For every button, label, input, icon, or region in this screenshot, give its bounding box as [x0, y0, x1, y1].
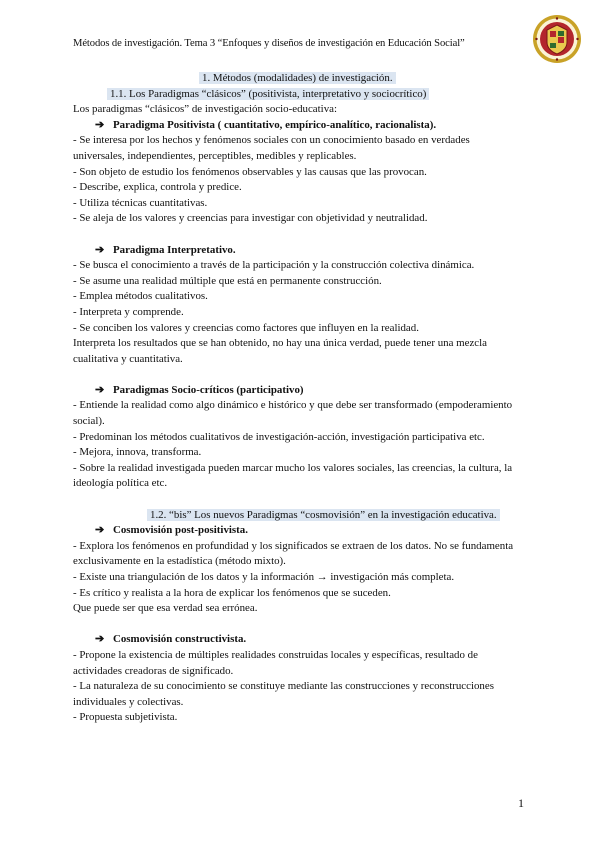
running-header: Métodos de investigación. Tema 3 “Enfoques y diseños de investigación en Educación Social” — [73, 38, 465, 49]
document-body — [73, 71, 521, 726]
paragraph: - Explora los fenómenos en profundidad y los significados se extraen de los datos. No se fundamenta exclusivamente en la estadística (método mixto). — [73, 539, 514, 568]
paragraph: - Propone la existencia de múltiples realidades construidas locales y específicas, resultado de actividades creadoras de significado. — [73, 648, 478, 677]
paragraph: - Se interesa por los hechos y fenómenos sociales con un conocimiento basado en verdades universales, independientes, perceptibles, medibles y replicables. — [73, 134, 470, 162]
section-heading-1-2: 1.2. “bis” Los nuevos Paradigmas “cosmovisión” en la investigación educativa. — [147, 509, 500, 521]
page-number: 1 — [518, 796, 524, 810]
paragraph: - Se aleja de los valores y creencias para investigar con objetividad y neutralidad. — [73, 212, 428, 225]
paragraph: - Propuesta subjetivista. — [73, 711, 178, 724]
paragraph: - Se busca el conocimiento a través de la participación y la construcción colectiva dinámica. — [73, 259, 475, 272]
section-heading-1: 1. Métodos (modalidades) de investigación. — [199, 72, 396, 84]
paragraph: Interpreta los resultados que se han obtenido, no hay una única verdad, puede tener una mezcla cualitativa y cuantitativa. — [73, 337, 487, 365]
paragraph: - Emplea métodos cualitativos. — [73, 290, 208, 303]
paragraph: - Se asume una realidad múltiple que está en permanente construcción. — [73, 274, 382, 287]
subheading-constructivista: ➔ Cosmovisión constructivista. — [73, 632, 521, 648]
arrow-icon: ➔ — [95, 524, 105, 537]
section-heading-1-1: 1.1. Los Paradigmas “clásicos” (positivista, interpretativo y sociocrítico) — [107, 88, 429, 100]
subheading-interpretativo: ➔ Paradigma Interpretativo. — [73, 243, 521, 259]
paragraph: Que puede ser que esa verdad sea errónea. — [73, 602, 258, 615]
university-seal-logo — [532, 14, 582, 64]
paragraph: - Es crítico y realista a la hora de explicar los fenómenos que se suceden. — [73, 586, 391, 599]
subheading-sociocritico: ➔ Paradigmas Socio-críticos (participativo) — [73, 383, 521, 399]
paragraph: - Describe, explica, controla y predice. — [73, 181, 242, 194]
paragraph: - Se conciben los valores y creencias como factores que influyen en la realidad. — [73, 321, 419, 334]
subheading-postpositivista: ➔ Cosmovisión post-positivista. — [73, 523, 521, 539]
paragraph: - La naturaleza de su conocimiento se constituye mediante las construcciones y reconstrucciones individuales y colectivas. — [73, 680, 494, 708]
paragraph: - Predominan los métodos cualitativos de investigación-acción, investigación participativa etc. — [73, 430, 485, 443]
arrow-icon: ➔ — [95, 633, 105, 646]
paragraph: - Existe una triangulación de los datos y la información → investigación más completa. — [73, 571, 455, 583]
paragraph: - Interpreta y comprende. — [73, 305, 184, 318]
arrow-icon: ➔ — [95, 243, 105, 256]
paragraph: - Utiliza técnicas cuantitativas. — [73, 196, 208, 209]
subheading-positivista: ➔ Paradigma Positivista ( cuantitativo, empírico-analítico, racionalista). — [73, 118, 521, 134]
paragraph: - Sobre la realidad investigada pueden marcar mucho los valores sociales, las creencias, la cultura, la ideología política etc. — [73, 461, 513, 490]
paragraph: - Entiende la realidad como algo dinámico e histórico y que debe ser transformado (empoderamiento social). — [73, 399, 513, 428]
paragraph: - Mejora, innova, transforma. — [73, 446, 202, 459]
arrow-icon: ➔ — [95, 118, 105, 131]
intro-text: Los paradigmas “clásicos” de investigación socio-educativa: — [73, 103, 338, 116]
paragraph: - Son objeto de estudio los fenómenos observables y las causas que las provocan. — [73, 165, 427, 178]
arrow-icon: ➔ — [95, 383, 105, 396]
